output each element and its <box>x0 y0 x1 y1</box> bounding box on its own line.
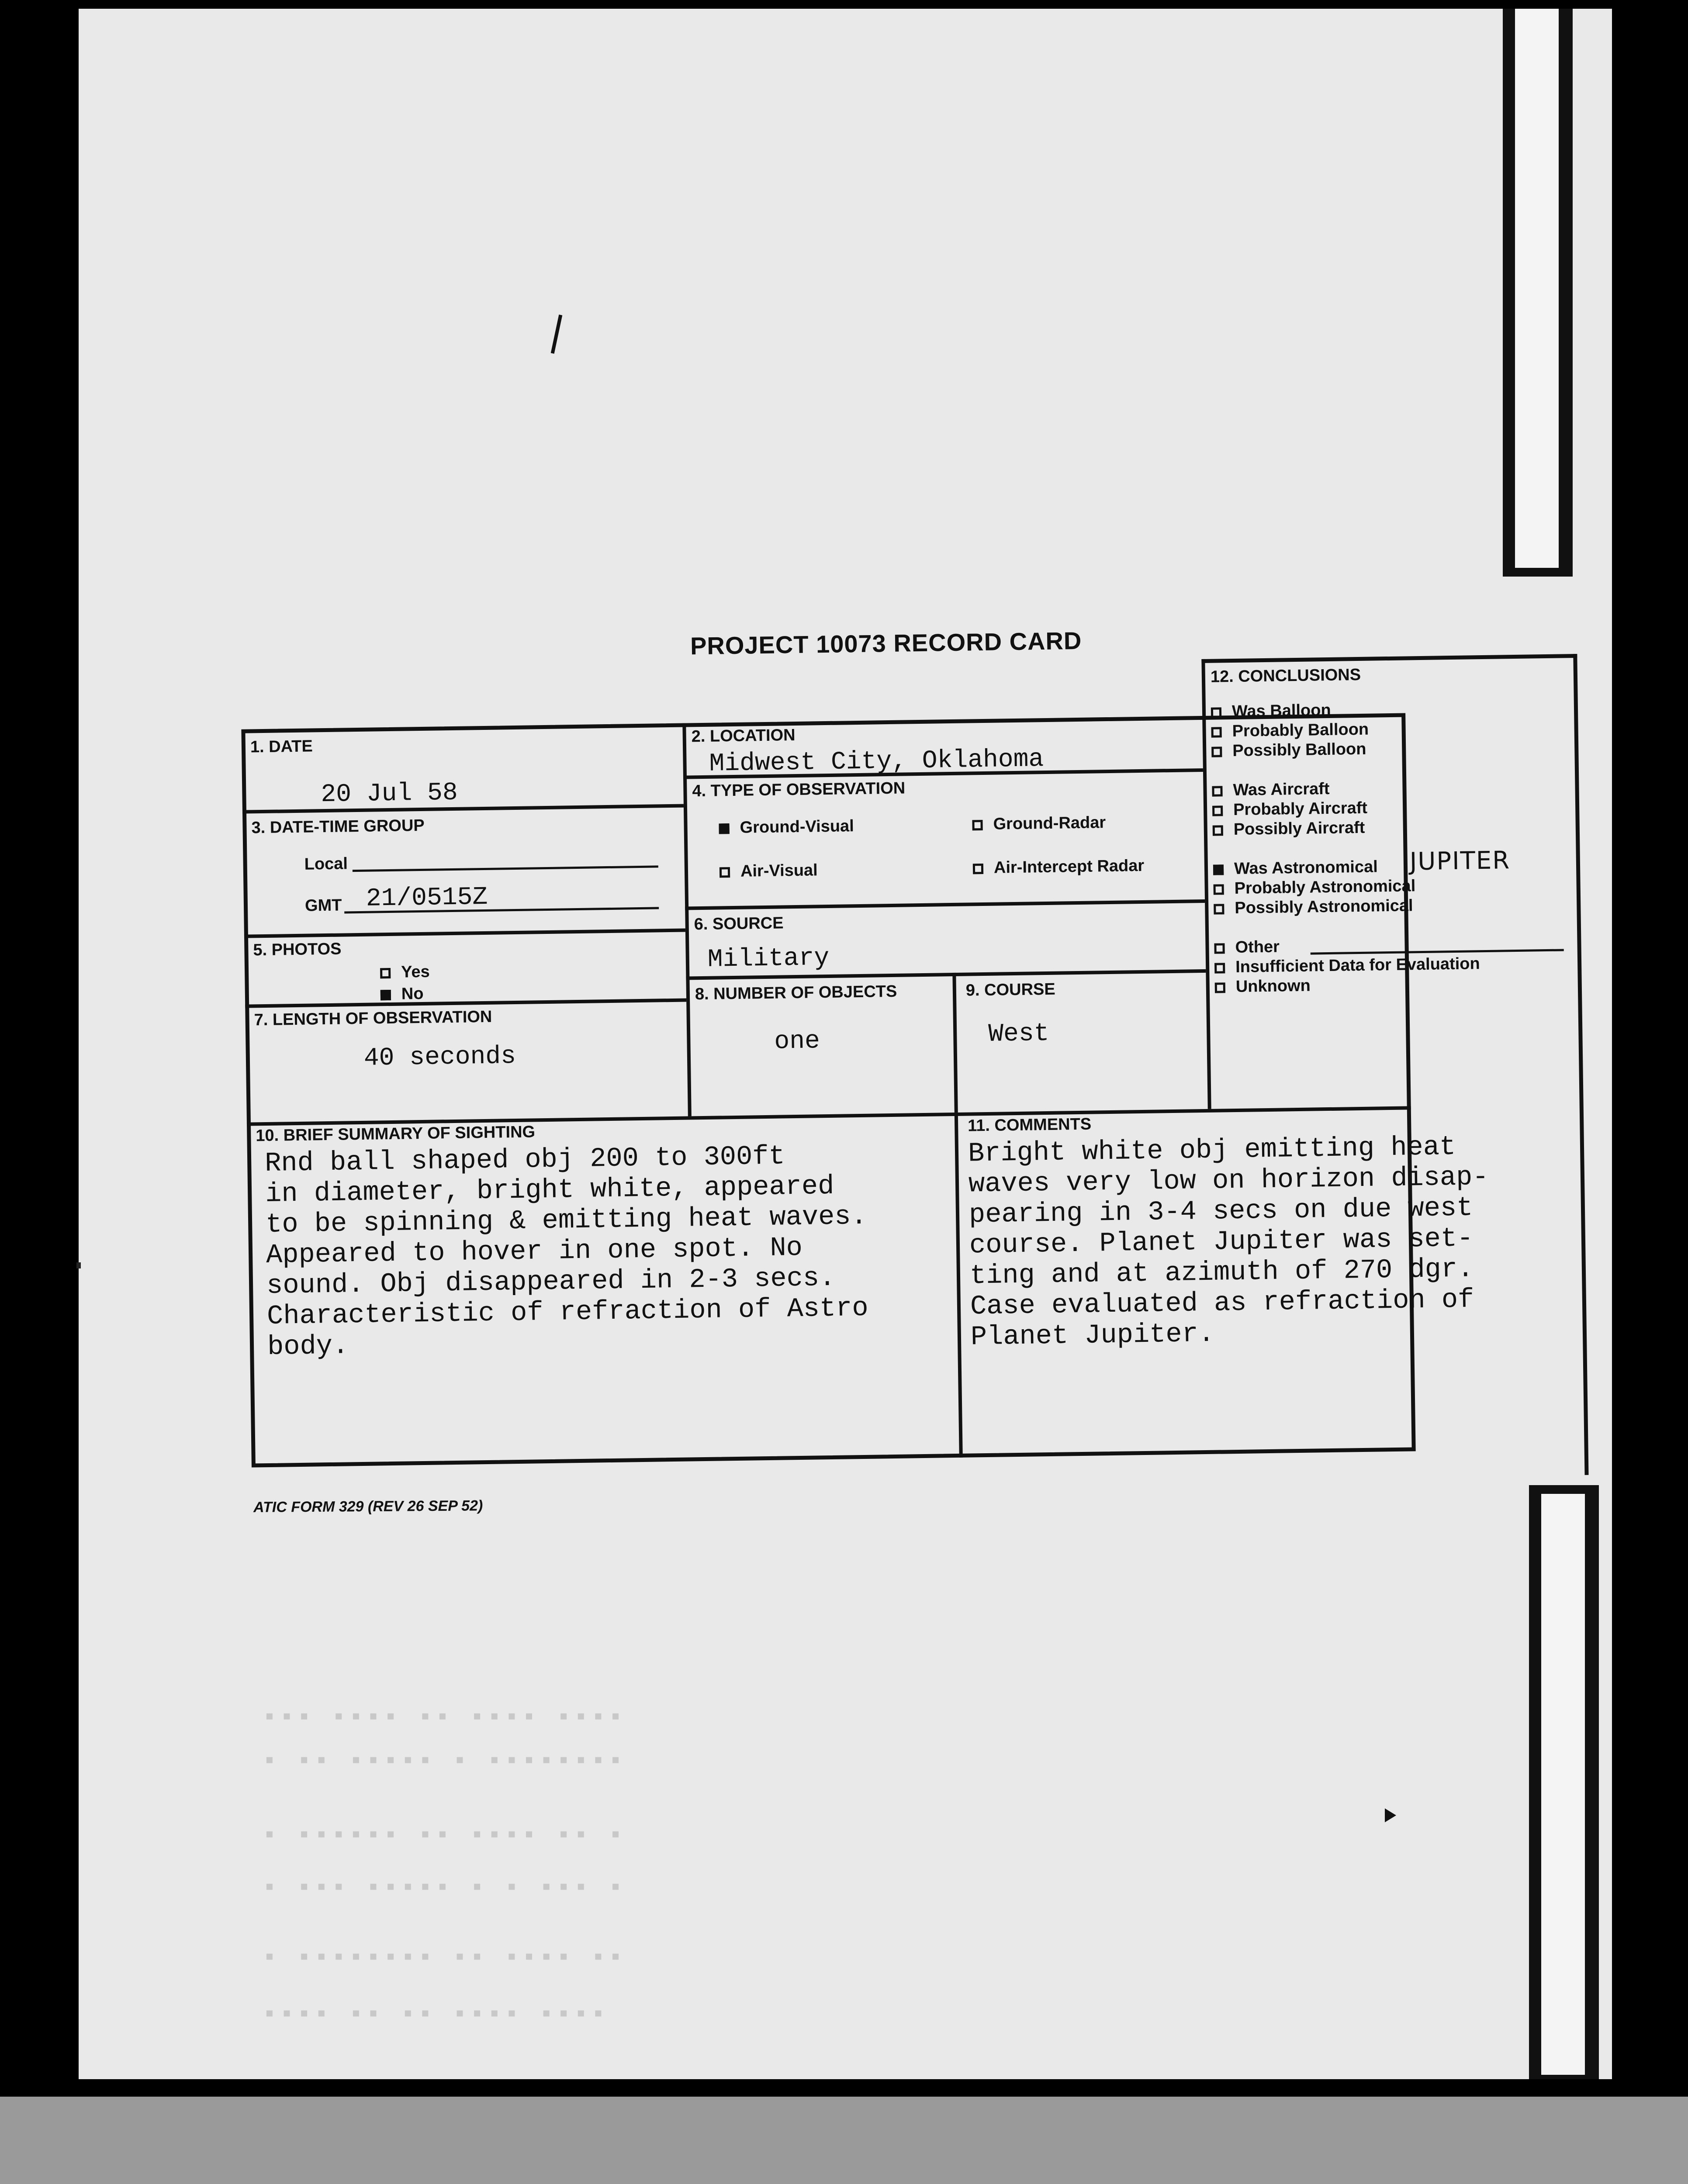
conclusions-label: 12. CONCLUSIONS <box>1210 665 1361 686</box>
bleed-through-mark: ▪ ▪▪▪▪▪▪▪▪ ▪▪ ▪▪▪▪ ▪▪ <box>262 1944 626 1972</box>
comments-label: 11. COMMENTS <box>967 1115 1092 1135</box>
summary-line: Appeared to hover in one spot. No <box>266 1232 803 1271</box>
course-value: West <box>988 1019 1049 1049</box>
checkbox-checked <box>380 990 391 1000</box>
type-of-observation-label: 4. TYPE OF OBSERVATION <box>692 779 906 801</box>
film-margin <box>0 2097 1688 2184</box>
comments-line: Case evaluated as refraction of <box>970 1284 1474 1322</box>
number-of-objects-label: 8. NUMBER OF OBJECTS <box>695 982 897 1004</box>
summary-line: Rnd ball shaped obj 200 to 300ft <box>264 1140 785 1179</box>
conclusion-insufficient-data: Insufficient Data for Evaluation <box>1214 954 1480 977</box>
checkbox <box>1214 904 1224 914</box>
handwritten-note: JUPITER <box>1409 846 1511 876</box>
checkbox <box>1215 982 1225 993</box>
summary-line: to be spinning & emitting heat waves. <box>265 1200 868 1241</box>
source-label: 6. SOURCE <box>694 914 784 934</box>
summary-line: body. <box>267 1330 349 1363</box>
length-of-observation-value: 40 seconds <box>363 1042 516 1073</box>
checkbox <box>1214 943 1224 954</box>
comments-line: ting and at azimuth of 270 dgr. <box>969 1253 1474 1292</box>
conclusion-possibly-aircraft: Possibly Aircraft <box>1213 819 1365 840</box>
checkbox-checked <box>719 823 729 834</box>
film-edge-top <box>1503 9 1573 577</box>
option-ground-radar: Ground-Radar <box>972 813 1106 834</box>
record-card <box>232 636 1589 1494</box>
conclusion-was-aircraft: Was Aircraft <box>1212 780 1330 800</box>
comments-line: Bright white obj emitting heat <box>968 1131 1456 1169</box>
location-value: Midwest City, Oklahoma <box>709 745 1044 778</box>
checkbox <box>973 864 983 874</box>
option-air-intercept-radar: Air-Intercept Radar <box>973 857 1145 878</box>
location-label: 2. LOCATION <box>691 726 796 746</box>
number-of-objects-value: one <box>774 1027 820 1056</box>
checkbox <box>1211 746 1222 757</box>
source-value: Military <box>707 943 830 974</box>
conclusion-other: Other <box>1214 938 1280 957</box>
option-air-visual: Air-Visual <box>719 861 818 881</box>
summary-line: in diameter, bright white, appeared <box>265 1170 834 1210</box>
photos-label: 5. PHOTOS <box>253 940 342 960</box>
arrow-mark <box>1385 1808 1396 1822</box>
gmt-label: GMT <box>304 896 342 915</box>
course-label: 9. COURSE <box>965 980 1055 1000</box>
checkbox <box>1212 786 1222 796</box>
checkbox <box>1214 884 1224 895</box>
length-of-observation-label: 7. LENGTH OF OBSERVATION <box>254 1007 492 1030</box>
bleed-through-mark: ▪▪▪▪ ▪▪ ▪▪ ▪▪▪▪ ▪▪▪▪ <box>262 2001 609 2028</box>
conclusion-was-astronomical: Was Astronomical <box>1213 857 1378 878</box>
conclusion-probably-astronomical: Probably Astronomical <box>1213 877 1415 898</box>
comments-line: pearing in 3-4 secs on due west <box>969 1192 1473 1230</box>
date-value: 20 Jul 58 <box>321 778 458 809</box>
checkbox <box>1212 805 1223 816</box>
summary-line: Characteristic of refraction of Astro <box>266 1292 869 1332</box>
comments-text <box>968 1131 1491 1353</box>
summary-text <box>265 1140 869 1362</box>
bleed-through-mark: ▪ ▪▪▪▪▪▪ ▪▪ ▪▪▪▪ ▪▪ ▪ <box>262 1821 626 1849</box>
date-label: 1. DATE <box>250 737 313 757</box>
comments-line: course. Planet Jupiter was set- <box>969 1223 1474 1261</box>
card-title: PROJECT 10073 RECORD CARD <box>690 626 1082 660</box>
gmt-value: 21/0515Z <box>366 883 488 913</box>
bleed-through-mark: ▪ ▪▪▪ ▪▪▪▪▪ ▪ ▪ ▪▪▪ ▪ <box>262 1874 626 1902</box>
summary-line: sound. Obj disappeared in 2-3 secs. <box>266 1262 836 1302</box>
checkbox <box>1214 963 1225 973</box>
local-label: Local <box>304 854 348 874</box>
checkbox <box>972 820 982 830</box>
checkbox <box>719 867 730 878</box>
date-time-group-label: 3. DATE-TIME GROUP <box>251 816 425 837</box>
photos-yes: Yes <box>380 963 430 982</box>
checkbox <box>380 968 391 978</box>
conclusion-unknown: Unknown <box>1215 977 1311 997</box>
conclusion-possibly-astronomical: Possibly Astronomical <box>1214 896 1413 918</box>
checkbox <box>1211 707 1221 718</box>
bleed-through-mark: ▪▪▪ ▪▪▪▪ ▪▪ ▪▪▪▪ ▪▪▪▪ <box>262 1704 626 1731</box>
summary-label: 10. BRIEF SUMMARY OF SIGHTING <box>256 1123 536 1145</box>
stray-mark <box>76 1262 81 1268</box>
checkbox-checked <box>1213 864 1224 875</box>
option-ground-visual: Ground-Visual <box>719 817 854 837</box>
conclusion-probably-balloon: Probably Balloon <box>1211 720 1369 741</box>
film-edge-bottom <box>1529 1485 1599 2079</box>
comments-line: Planet Jupiter. <box>970 1318 1215 1353</box>
photos-no: No <box>380 985 424 1004</box>
bleed-through-mark: ▪ ▪▪ ▪▪▪▪▪ ▪ ▪▪▪▪▪▪▪▪ <box>262 1747 626 1775</box>
checkbox <box>1211 727 1222 737</box>
checkbox <box>1213 825 1223 836</box>
conclusions-outline <box>1201 654 1588 1480</box>
form-identifier: ATIC FORM 329 (REV 26 SEP 52) <box>253 1497 483 1516</box>
conclusion-probably-aircraft: Probably Aircraft <box>1212 799 1367 820</box>
conclusion-possibly-balloon: Possibly Balloon <box>1211 740 1366 761</box>
conclusion-was-balloon: Was Balloon <box>1211 701 1331 722</box>
comments-line: waves very low on horizon disap- <box>968 1161 1489 1200</box>
